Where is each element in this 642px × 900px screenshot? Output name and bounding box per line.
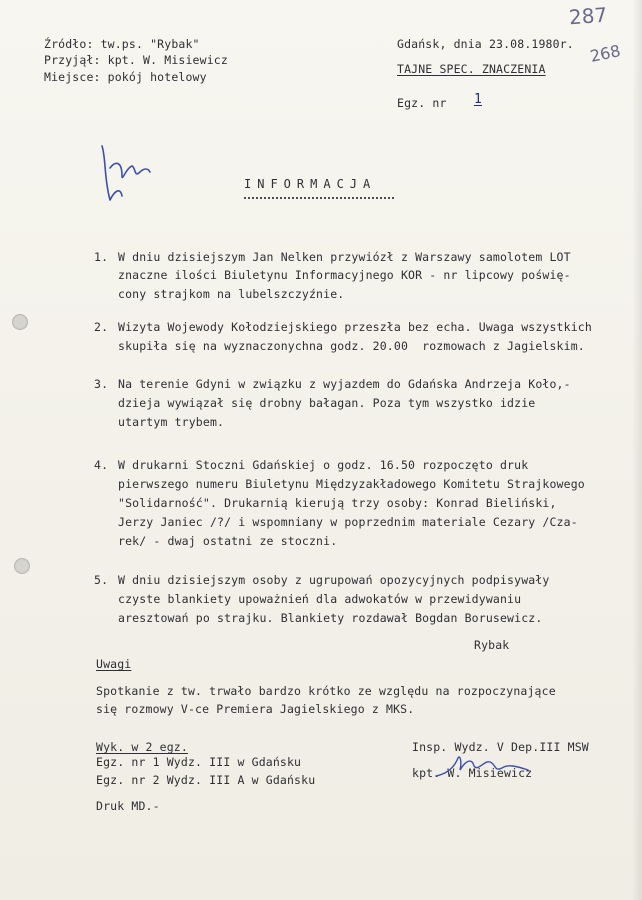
- informant-signature: Rybak: [474, 638, 510, 652]
- item-number: 5.: [94, 573, 109, 587]
- item-line: W dniu dzisiejszym osoby z ugrupowań opozycyjnych podpisywały: [118, 573, 550, 587]
- item-line: Wizyta Wojewody Kołodziejskiego przeszła bez echa. Uwaga wszystkich: [118, 320, 592, 334]
- item-number: 4.: [94, 458, 109, 472]
- distribution-copy: Egz. nr 2 Wydz. III A w Gdańsku: [96, 773, 316, 787]
- archive-number-top: 287: [568, 2, 608, 30]
- item-line: aresztowań po strajku. Blankiety rozdawał Bogdan Borusewicz.: [118, 611, 543, 625]
- officer-position: Insp. Wydz. V Dep.III MSW: [412, 740, 589, 754]
- title-underline: [244, 197, 394, 199]
- item-line: cony strajkom na lubelszczyźnie.: [118, 287, 345, 301]
- header-received: Przyjął: kpt. W. Misiewicz: [44, 53, 228, 67]
- archive-number-second: 268: [588, 41, 623, 66]
- item-line: W drukarni Stoczni Gdańskiej o godz. 16.50 rozpoczęto druk: [118, 458, 529, 472]
- item-line: znaczne ilości Biuletynu Informacyjnego KOR - nr lipcowy poświę-: [118, 268, 571, 282]
- item-number: 1.: [94, 250, 109, 264]
- margin-handwritten-mark: [92, 138, 154, 210]
- distribution-copy: Egz. nr 1 Wydz. III w Gdańsku: [96, 755, 302, 769]
- officer-handwritten-signature: [432, 748, 532, 784]
- item-line: skupiła się na wyznaczonychna godz. 20.00 rozmowach z Jagielskim.: [118, 339, 585, 353]
- item-line: czyste blankiety upoważnień dla adwokatów w przewidywaniu: [118, 592, 522, 606]
- distribution-label: Wyk. w 2 egz.: [96, 740, 188, 754]
- remarks-line: się rozmowy V-ce Premiera Jagielskiego z MKS.: [96, 702, 415, 716]
- officer-name: kpt. W. Misiewicz: [412, 766, 533, 780]
- document-title: INFORMACJA: [244, 177, 377, 191]
- item-line: rek/ - dwaj ostatni ze stoczni.: [118, 534, 338, 548]
- item-line: Na terenie Gdyni w związku z wyjazdem do Gdańska Andrzeja Koło,-: [118, 377, 571, 391]
- copy-number: 1: [474, 92, 482, 107]
- item-line: Jerzy Janiec /?/ i wspomniany w poprzednim materiale Cezary /Cza-: [118, 515, 578, 529]
- item-line: dzieja wywiązał się drobny bałagan. Poza tym wszystko idzie: [118, 396, 536, 410]
- header-place: Miejsce: pokój hotelowy: [44, 70, 207, 84]
- copy-label: Egz. nr: [397, 96, 447, 110]
- print-note: Druk MD.-: [96, 799, 160, 813]
- punch-hole-top: [12, 314, 28, 330]
- classification: TAJNE SPEC. ZNACZENIA: [397, 62, 546, 76]
- item-number: 2.: [94, 320, 109, 334]
- item-line: W dniu dzisiejszym Jan Nelken przywiózł z Warszawy samolotem LOT: [118, 250, 571, 264]
- remarks-label: Uwagi: [96, 657, 132, 671]
- item-line: utartym trybem.: [118, 415, 225, 429]
- punch-hole-bottom: [14, 558, 30, 574]
- item-line: pierwszego numeru Biuletynu Międzyzakładowego Komitetu Strajkowego: [118, 477, 585, 491]
- page-edge-shadow: [632, 0, 642, 900]
- header-date: Gdańsk, dnia 23.08.1980r.: [397, 37, 574, 51]
- header-source: Źródło: tw.ps. "Rybak": [44, 37, 200, 51]
- item-line: "Solidarność". Drukarnią kierują trzy osoby: Konrad Bieliński,: [118, 496, 557, 510]
- remarks-line: Spotkanie z tw. trwało bardzo krótko ze względu na rozpoczynające: [96, 684, 556, 698]
- item-number: 3.: [94, 377, 109, 391]
